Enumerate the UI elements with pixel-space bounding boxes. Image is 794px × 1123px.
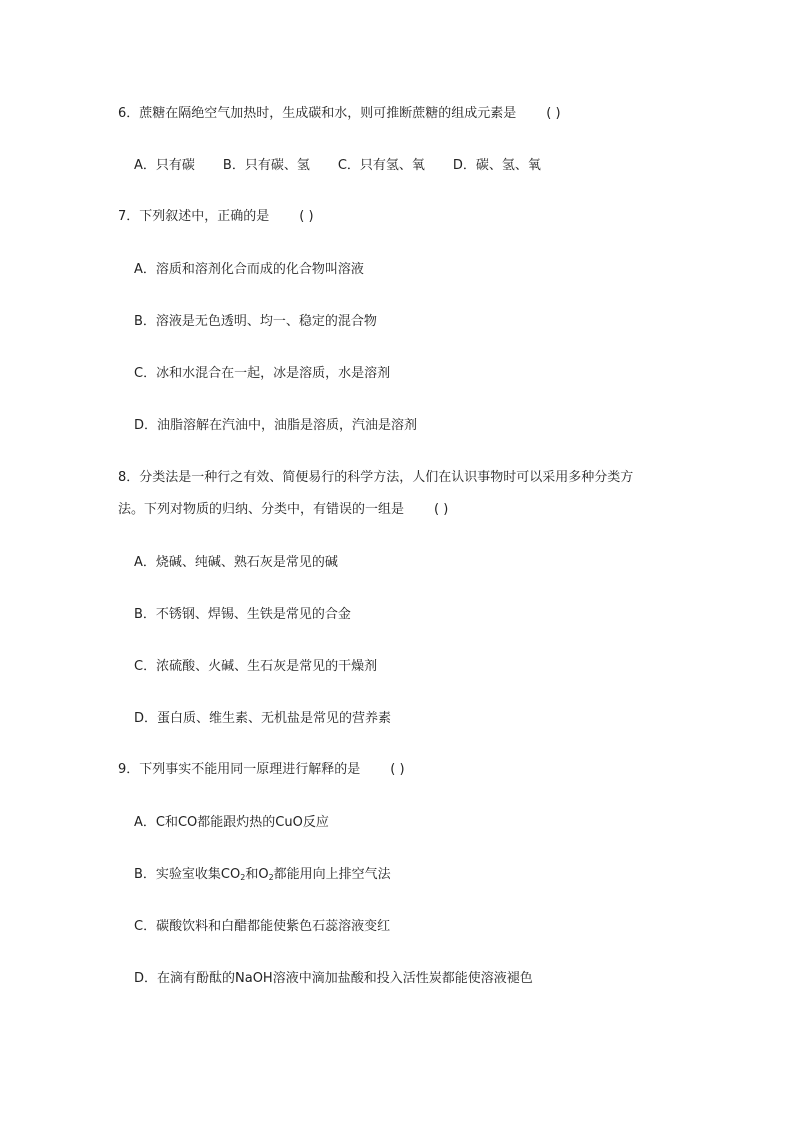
answer-parentheses: ( ) (546, 106, 561, 121)
question-8-stem-line2: 法。下列对物质的归纳、分类中，有错误的一组是 (118, 502, 405, 517)
question-6-stem: 6．蔗糖在隔绝空气加热时，生成碳和水，则可推断蔗糖的组成元素是 (118, 106, 517, 121)
question-7-option-a: A．溶质和溶剂化合而成的化合物叫溶液 (134, 262, 364, 277)
question-8-option-b: B．不锈钢、焊锡、生铁是常见的合金 (134, 607, 351, 622)
question-6 (118, 104, 561, 124)
question-7-option-b: B．溶液是无色透明、均一、稳定的混合物 (134, 314, 377, 329)
answer-parentheses: ( ) (434, 502, 449, 517)
question-6-options (134, 156, 541, 176)
answer-parentheses: ( ) (390, 762, 405, 777)
answer-parentheses: ( ) (299, 209, 314, 224)
option-b-text-mid: 和O (245, 867, 269, 882)
question-9-stem: 9．下列事实不能用同一原理进行解释的是 (118, 762, 361, 777)
option-d: D．碳、氢、氧 (452, 158, 541, 173)
option-a: A．只有碳 (134, 158, 195, 173)
question-9 (118, 760, 405, 780)
option-b: B．只有碳、氢 (222, 158, 310, 173)
subscript-2: 2 (240, 873, 246, 882)
option-b-text-post: 都能用向上排空气法 (273, 867, 391, 882)
option-c: C．只有氢、氧 (337, 158, 425, 173)
question-8-option-c: C．浓硫酸、火碱、生石灰是常见的干燥剂 (134, 659, 378, 674)
question-7-option-d: D．油脂溶解在汽油中，油脂是溶质，汽油是溶剂 (134, 418, 418, 433)
question-7-stem: 7．下列叙述中，正确的是 (118, 209, 270, 224)
question-7 (118, 207, 314, 227)
question-9-option-b (134, 865, 391, 888)
question-8-stem-line1: 8．分类法是一种行之有效、简便易行的科学方法，人们在认识事物时可以采用多种分类方 (118, 470, 634, 485)
question-9-option-d: D．在滴有酚酞的NaOH溶液中滴加盐酸和投入活性炭都能使溶液褪色 (134, 971, 533, 986)
question-9-option-c: C．碳酸饮料和白醋都能使紫色石蕊溶液变红 (134, 919, 391, 934)
question-8 (118, 500, 448, 520)
question-8-option-d: D．蛋白质、维生素、无机盐是常见的营养素 (134, 711, 392, 726)
question-7-option-c: C．冰和水混合在一起，冰是溶质，水是溶剂 (134, 366, 391, 381)
question-8-option-a: A．烧碱、纯碱、熟石灰是常见的碱 (134, 555, 338, 570)
subscript-2: 2 (268, 873, 274, 882)
question-9-option-a: A．C和CO都能跟灼热的CuO反应 (134, 815, 329, 830)
option-b-text-pre: B．实验室收集CO (134, 867, 241, 882)
